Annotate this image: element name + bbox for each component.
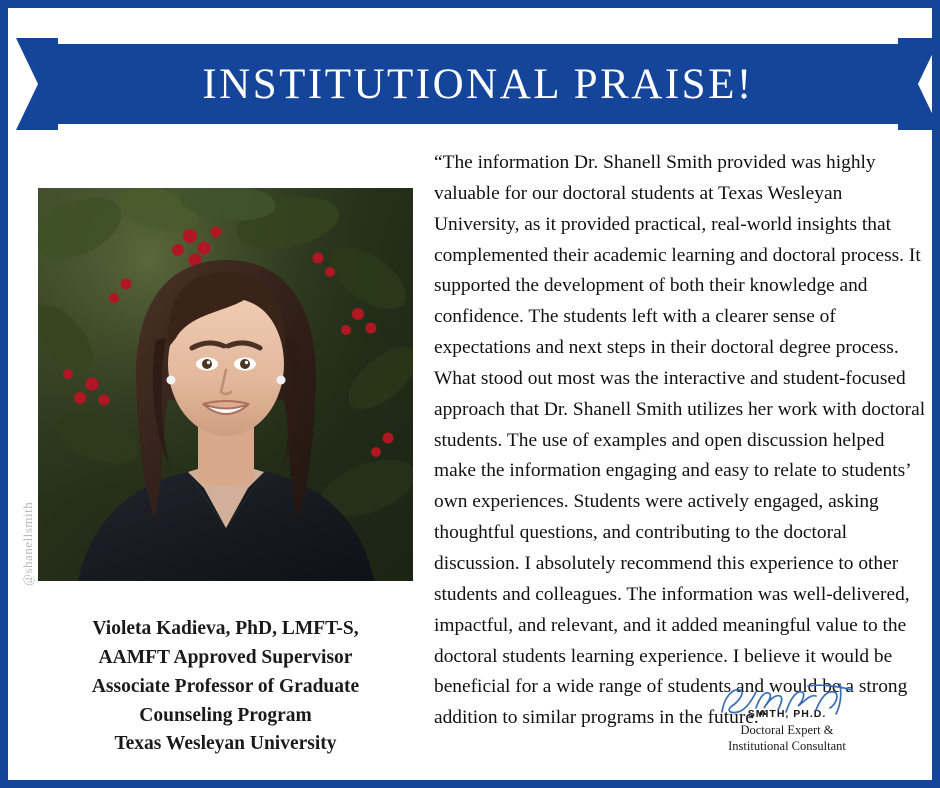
- portrait-photo: [38, 188, 413, 581]
- attribution-line-1: Violeta Kadieva, PhD, LMFT-S,: [92, 618, 359, 639]
- watermark-handle: @shanellsmith: [20, 501, 35, 586]
- attribution-line-3: Associate Professor of Graduate: [91, 675, 360, 697]
- page-title: INSTITUTIONAL PRAISE!: [202, 60, 754, 108]
- attribution-line-4: Counseling Program: [139, 704, 312, 726]
- signature-block: [692, 682, 882, 754]
- banner-ribbon: [16, 38, 940, 130]
- signature-name: SMITH, PH.D.: [747, 708, 827, 720]
- signature-role-line-2: Institutional Consultant: [728, 739, 846, 753]
- card-inner: [16, 16, 924, 772]
- left-column: [38, 188, 413, 759]
- signature-script-icon: [692, 682, 882, 716]
- testimonial-quote: “The information Dr. Shanell Smith provided was highly valuable for our doctoral students at Texas Wesleyan University, as it provided practical, real-world insights that complemented their academic learning and doctoral process. It supported the development of both their knowledge and confidence. The students left with a clearer sense of expectations and next steps in their doctoral degree process. What stood out most was the interactive and student-focused approach that Dr. Shanell Smith utilizes her work with doctoral students. The use of examples and open discussion helped make the information engaging and easy to relate to students’ own experiences. Students were actively engaged, asking thoughtful questions, and contributing to the doctoral discussion. I absolutely recommend this experience to other students and colleagues. The information was well-delivered, impactful, and relevant, and it added meaningful value to the doctoral students learning experience. I believe it would be beneficial for a wide range of students and would be a strong addition to similar programs in the future.“: [434, 152, 926, 729]
- banner-body: [46, 44, 910, 124]
- signature-role-line-1: Doctoral Expert &: [740, 723, 834, 737]
- attribution-block: [38, 615, 413, 759]
- signature-role: [692, 722, 882, 754]
- attribution-line-2: AAMFT Approved Supervisor: [98, 646, 353, 668]
- attribution-line-5: Texas Wesleyan University: [114, 733, 337, 755]
